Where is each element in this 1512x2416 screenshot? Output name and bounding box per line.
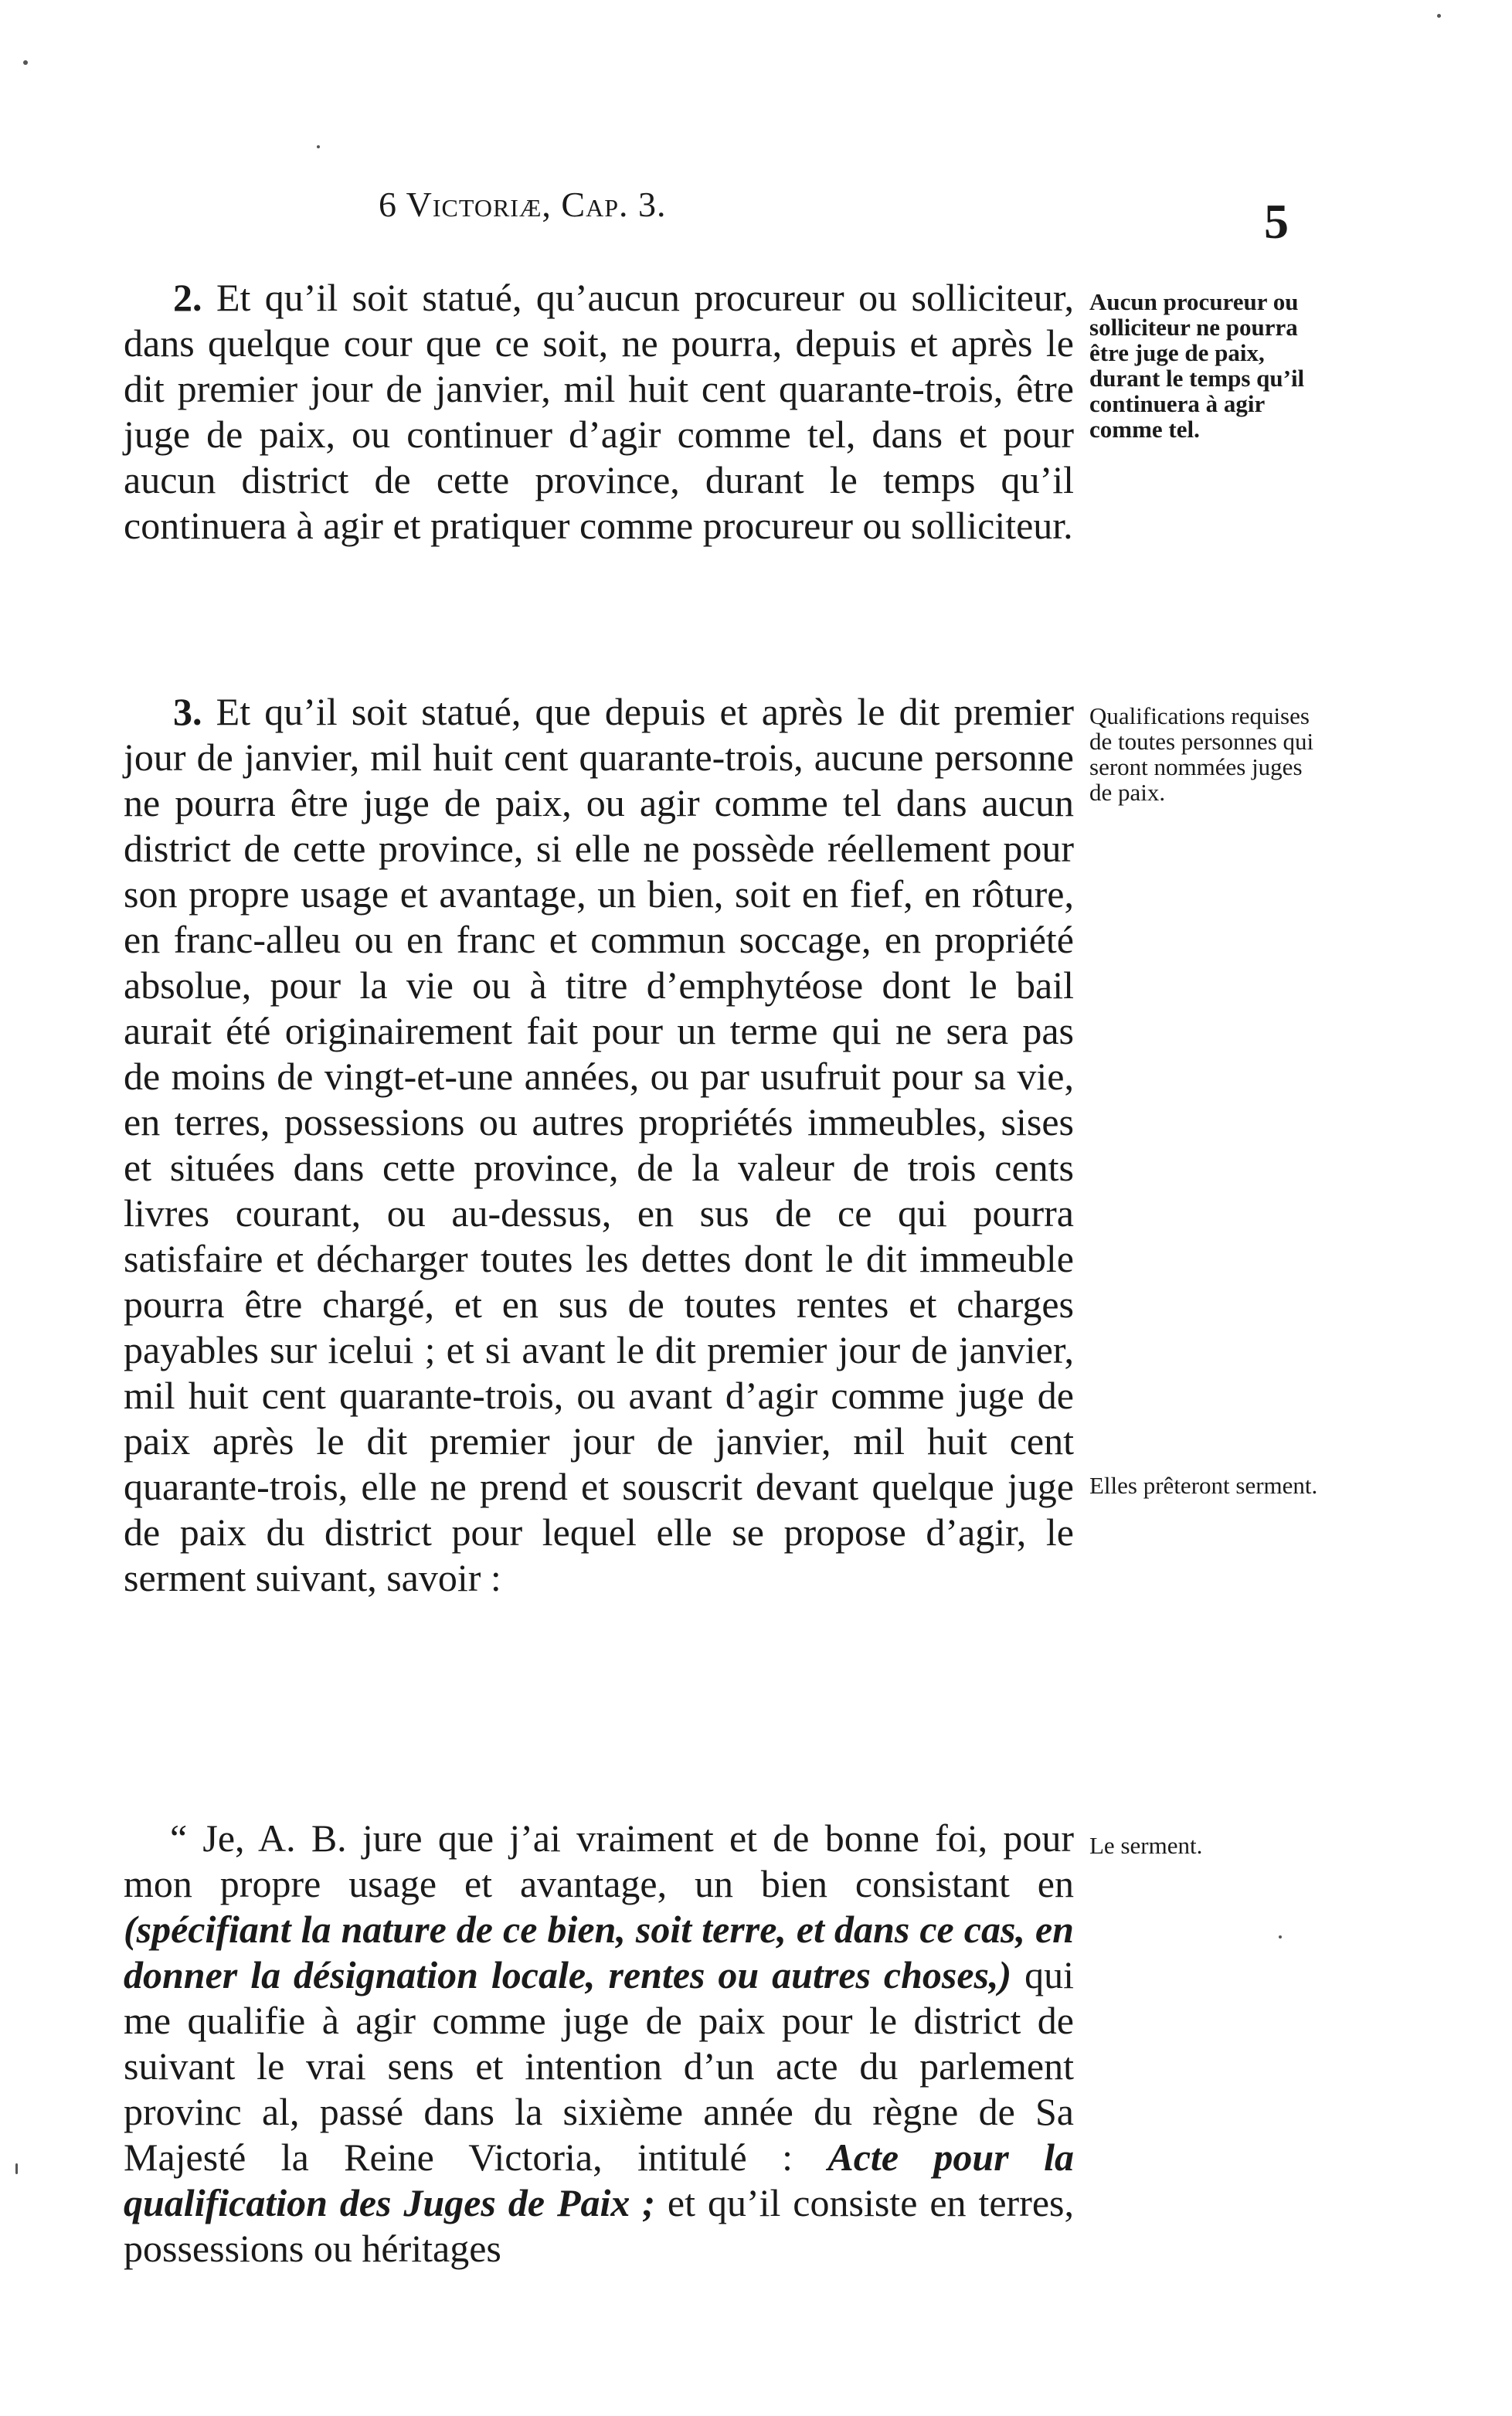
- section-3-paragraph: [124, 689, 1074, 1601]
- print-speck: [1279, 1935, 1282, 1939]
- section-2-text: Et qu’il soit statué, qu’aucun procureur ou solliciteur, dans quelque cour que ce soit, ne pourra, depuis et après le dit premier jour de janvier, mil huit cent quarante-trois, être juge de paix, ou continuer d’agir comme tel, dans et pour aucun district de cette province, durant le temps qu’il continuera à agir et pratiquer comme procureur ou solliciteur.: [124, 276, 1074, 547]
- margin-note-serment: Elles prêteront serment.: [1089, 1472, 1318, 1499]
- section-2: [124, 275, 1074, 549]
- oath-italic-2: Acte pour la qualification des Juges de Paix ;: [124, 2136, 1074, 2224]
- page-number: 5: [1264, 194, 1289, 249]
- oath-part-1: “ Je, A. B. jure que j’ai vraiment et de bonne foi, pour mon propre usage et avantage, un bien consistant en: [124, 1816, 1074, 1905]
- oath-italic-1: (spécifiant la nature de ce bien, soit terre, et dans ce cas, en donner la désignation locale, rentes ou autres choses,): [124, 1908, 1074, 1996]
- running-title: 6 Victoriæ, Cap. 3.: [379, 185, 667, 224]
- print-speck: [23, 60, 28, 65]
- section-3: [124, 689, 1074, 1601]
- print-speck: [317, 145, 320, 148]
- section-3-text: Et qu’il soit statué, que depuis et après le dit premier jour de janvier, mil huit cent quarante-trois, aucune personne ne pourra être juge de paix, ou agir comme tel dans aucun district de cette province, si elle ne possède réellement pour son propre usage et avantage, un bien, soit en fief, en rôture, en franc-alleu ou en franc et commun soccage, en propriété absolue, pour la vie ou à titre d’emphytéose dont le bail aurait été originairement fait pour un terme qui ne sera pas de moins de vingt-et-une années, ou par usufruit pour sa vie, en terres, possessions ou autres propriétés immeubles, sises et situées dans cette province, de la valeur de trois cents livres courant, ou au-dessus, en sus de ce qui pourra satisfaire et décharger toutes les dettes dont le dit immeuble pourra être chargé, et en sus de toutes rentes et charges payables sur icelui ; et si avant le dit premier jour de janvier, mil huit cent quarante-trois, ou avant d’agir comme juge de paix après le dit premier jour de janvier, mil huit cent quarante-trois, elle ne prend et souscrit devant quelque juge de paix du district pour lequel elle se propose d’agir, le serment suivant, savoir :: [124, 690, 1075, 1599]
- margin-note-procureur: Aucun procureur ou solliciteur ne pourra être juge de paix, durant le temps qu’il continuera à agir comme tel.: [1089, 288, 1305, 443]
- oath-text: [124, 1816, 1074, 2272]
- margin-note-qualifications: Qualifications requises de toutes personnes qui seront nommées juges de paix.: [1089, 702, 1314, 806]
- section-2-paragraph: [124, 275, 1074, 549]
- oath-part-2: qui me qualifie à agir comme juge de paix pour le district de suivant le vrai sens et intention d’un acte du parlement provinc al, passé dans la sixième année du règne de Sa Majesté la Reine Victoria, intitulé :: [124, 1953, 1075, 2179]
- margin-note-le-serment: Le serment.: [1089, 1832, 1203, 1859]
- section-3-number: 3.: [173, 690, 202, 733]
- print-speck: [15, 2163, 18, 2174]
- oath-paragraph: [124, 1816, 1074, 2272]
- section-2-number: 2.: [173, 276, 202, 319]
- print-speck: [1437, 14, 1441, 18]
- oath-part-3: et qu’il consiste en terres, possessions ou héritages: [124, 2181, 1074, 2270]
